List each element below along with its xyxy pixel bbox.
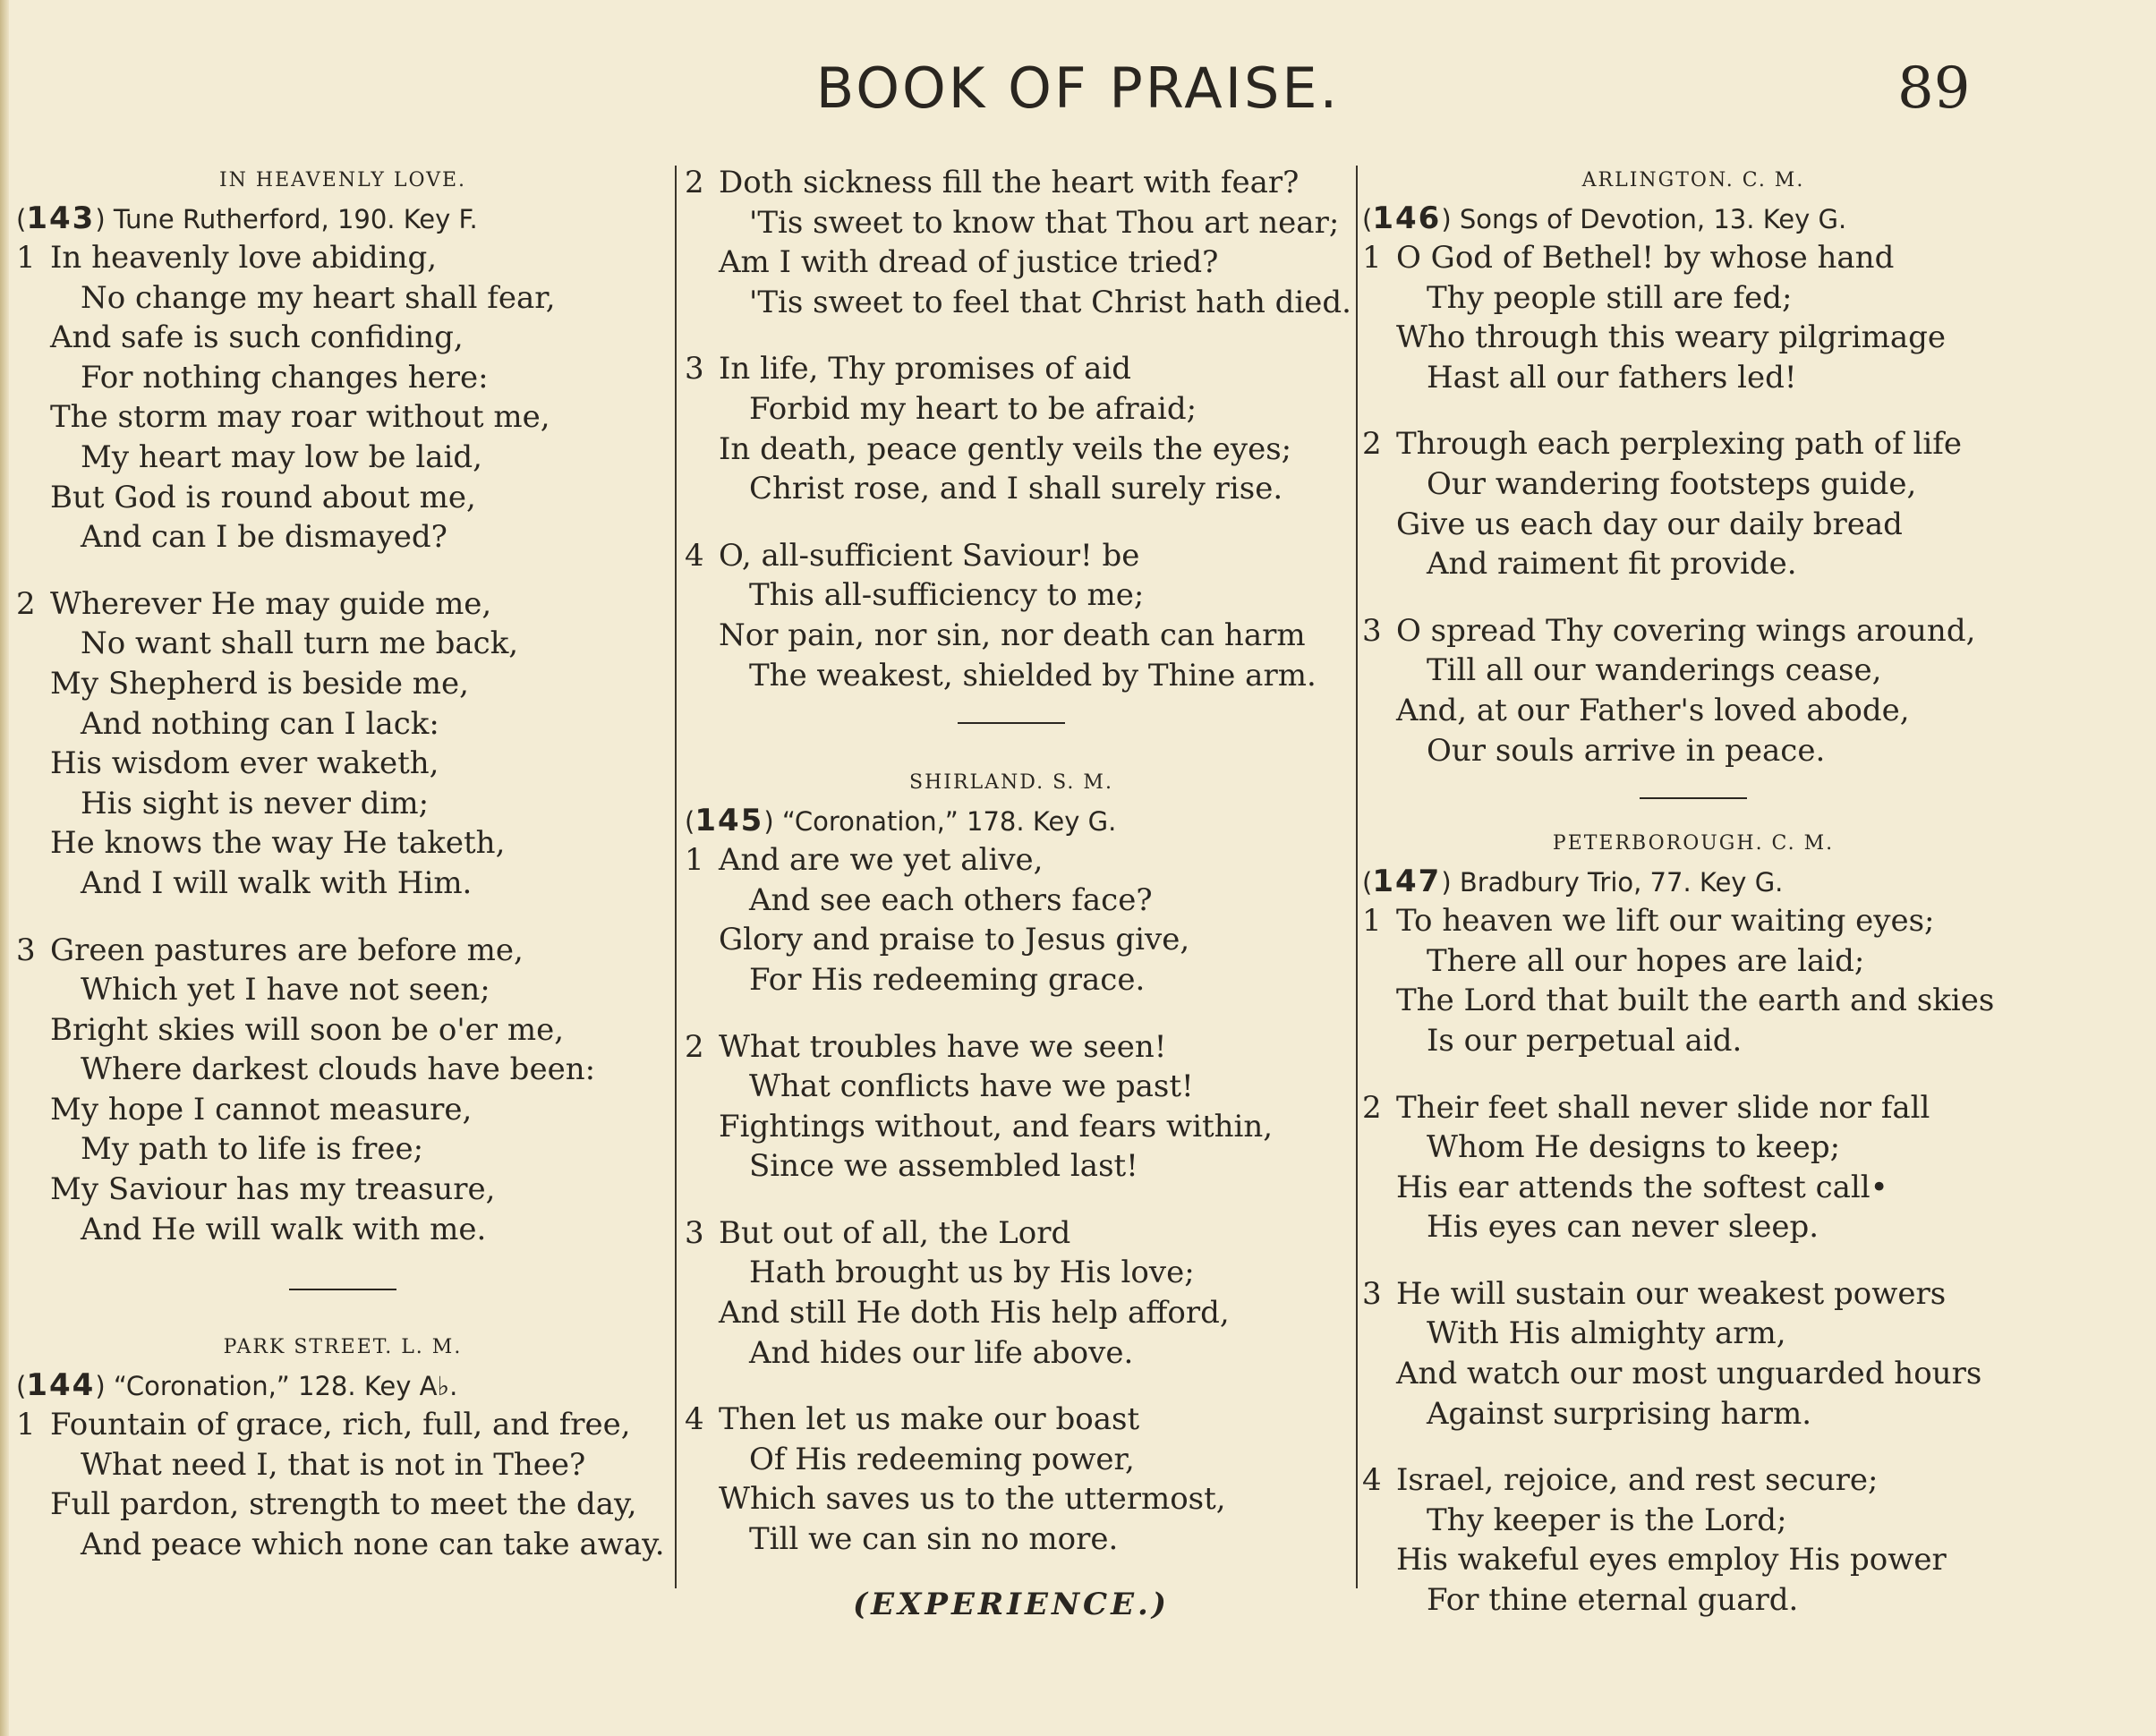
hymn-number: 146	[1372, 200, 1442, 236]
stanza-number: 2	[1362, 1089, 1382, 1126]
middle-column	[685, 163, 1351, 1622]
verse-line	[1362, 1394, 2024, 1434]
paren-close: )	[1441, 867, 1460, 898]
verse-text: My hope I cannot measure,	[50, 1091, 473, 1128]
verse-text: Doth sickness fill the heart with fear?	[719, 165, 1300, 200]
verse-line	[16, 517, 669, 557]
tune-title: PETERBOROUGH. C. M.	[1552, 832, 1835, 855]
verse-line	[685, 536, 1338, 576]
verse-line	[685, 920, 1338, 960]
verse-text: But God is round about me,	[50, 479, 476, 515]
verse-line	[1362, 981, 2024, 1021]
paren-close: )	[763, 806, 782, 838]
verse-line	[16, 823, 669, 864]
verse-line	[16, 664, 669, 704]
tune-title: SHIRLAND. S. M.	[909, 771, 1113, 795]
verse-text: But out of all, the Lord	[719, 1214, 1071, 1251]
verse-line	[1362, 278, 2024, 319]
verse-text: He will sustain our weakest powers	[1396, 1275, 1947, 1312]
verse-text: The Lord that built the earth and skies	[1396, 983, 1995, 1019]
verse-line	[685, 243, 1338, 283]
verse-line	[16, 1129, 669, 1170]
verse-line	[685, 1067, 1338, 1107]
verse-text: His sight is never dim;	[81, 785, 430, 821]
stanza	[1362, 1460, 2024, 1620]
verse-line	[16, 278, 669, 319]
verse-text: Hath brought us by His love;	[749, 1255, 1195, 1291]
hymn-divider	[289, 1289, 396, 1290]
stanza-number: 3	[1362, 612, 1382, 649]
verse-line	[1362, 1274, 2024, 1315]
hymn-number: 145	[695, 803, 764, 839]
column-rule-left	[675, 166, 677, 1588]
verse-text: Give us each day our daily bread	[1396, 506, 1903, 542]
verse-line	[1362, 424, 2024, 464]
verse-line	[685, 1479, 1338, 1519]
verse-line	[1362, 611, 2024, 651]
stanza	[1362, 1274, 2024, 1434]
verse-line	[685, 203, 1338, 243]
verse-text: Whom He designs to keep;	[1427, 1129, 1841, 1166]
verse-line	[1362, 901, 2024, 941]
verse-line	[685, 616, 1338, 656]
verse-line	[685, 840, 1338, 881]
hymn-146	[1362, 163, 2024, 770]
verse-line	[16, 358, 669, 398]
verse-text: And raiment fit provide.	[1427, 546, 1797, 583]
stanza-number: 2	[685, 1028, 704, 1065]
hymn-143	[16, 163, 669, 1249]
stanza	[1362, 238, 2024, 397]
stanza-number: 3	[16, 932, 36, 968]
hymn-144	[16, 1330, 669, 1564]
tune-title: PARK STREET. L. M.	[223, 1336, 463, 1359]
verse-text: The storm may roar without me,	[50, 399, 550, 436]
verse-line	[16, 744, 669, 784]
hymn-147	[1362, 826, 2024, 1621]
stanza-number: 2	[685, 165, 704, 200]
verse-text: Is our perpetual aid.	[1427, 1022, 1743, 1059]
stanza-number: 2	[16, 585, 36, 622]
verse-line	[685, 163, 1338, 203]
stanza	[1362, 1088, 2024, 1247]
tune-title: ARLINGTON. C. M.	[1581, 169, 1805, 191]
left-column	[16, 163, 669, 1592]
stanza	[685, 1213, 1338, 1373]
verse-text: Our souls arrive in peace.	[1427, 732, 1826, 769]
verse-text: Which saves us to the uttermost,	[719, 1481, 1226, 1518]
verse-line	[685, 881, 1338, 921]
verse-text: Nor pain, nor sin, nor death can harm	[719, 617, 1306, 653]
stanza-number: 1	[1362, 240, 1382, 276]
hymn-info	[1362, 862, 2024, 901]
verse-text: And, at our Father's loved abode,	[1396, 692, 1910, 728]
verse-text: O, all-sufficient Saviour! be	[719, 537, 1140, 574]
tune-source: Bradbury Trio, 77. Key G.	[1459, 867, 1784, 898]
verse-text: 'Tis sweet to know that Thou art near;	[749, 204, 1340, 241]
verse-text: In death, peace gently veils the eyes;	[719, 430, 1292, 467]
stanza	[1362, 901, 2024, 1060]
hymn-divider	[958, 722, 1065, 724]
verse-text: Thy people still are fed;	[1427, 279, 1793, 316]
verse-text: His eyes can never sleep.	[1427, 1209, 1819, 1246]
verse-text: No change my heart shall fear,	[81, 279, 556, 316]
hymn-info	[16, 199, 669, 238]
verse-line	[685, 1519, 1338, 1560]
verse-text: Then let us make our boast	[719, 1401, 1140, 1438]
verse-text: In life, Thy promises of aid	[719, 351, 1131, 387]
verse-text: My Saviour has my treasure,	[50, 1171, 496, 1208]
verse-text: And safe is such confiding,	[50, 319, 464, 356]
verse-text: And hides our life above.	[749, 1334, 1134, 1371]
verse-text: For His redeeming grace.	[749, 961, 1146, 998]
tune-source: “Coronation,” 128. Key A♭.	[113, 1371, 458, 1402]
stanza	[16, 238, 669, 557]
hymn-number: 144	[26, 1367, 96, 1404]
verse-line	[16, 784, 669, 824]
verse-text: My path to life is free;	[81, 1131, 424, 1168]
verse-line	[1362, 1314, 2024, 1354]
stanza	[685, 840, 1338, 1000]
verse-line	[1362, 1580, 2024, 1621]
verse-line	[685, 430, 1338, 470]
verse-text: With His almighty arm,	[1427, 1315, 1786, 1352]
stanza-number: 3	[685, 1214, 704, 1251]
stanza-number: 4	[685, 537, 704, 574]
paren-open: (	[685, 806, 695, 838]
stanza	[16, 931, 669, 1250]
verse-text: Till we can sin no more.	[749, 1521, 1119, 1558]
stanza-number: 3	[685, 351, 704, 387]
verse-text: O God of Bethel! by whose hand	[1396, 240, 1895, 276]
verse-text: Christ rose, and I shall surely rise.	[749, 471, 1283, 507]
verse-line	[1362, 1540, 2024, 1580]
verse-text: His wakeful eyes employ His power	[1396, 1542, 1947, 1579]
verse-text: Bright skies will soon be o'er me,	[50, 1011, 565, 1048]
verse-text: What conflicts have we past!	[749, 1068, 1194, 1105]
hymn-info	[1362, 199, 2024, 238]
verse-text: In heavenly love abiding,	[50, 240, 438, 276]
stanza	[685, 349, 1338, 508]
verse-text: Our wandering footsteps guide,	[1427, 465, 1917, 502]
verse-line	[685, 1440, 1338, 1480]
verse-text: Their feet shall never slide nor fall	[1396, 1089, 1930, 1126]
paren-close: )	[95, 1371, 114, 1402]
verse-line	[1362, 238, 2024, 278]
verse-text: And He will walk with me.	[81, 1211, 487, 1247]
book-title: BOOK OF PRAISE.	[815, 55, 1341, 121]
verse-text: Green pastures are before me,	[50, 932, 524, 968]
verse-text: And see each others face?	[749, 881, 1153, 918]
tune-source: Tune Rutherford, 190. Key F.	[113, 204, 478, 234]
verse-line	[1362, 1021, 2024, 1061]
stanza-number: 1	[16, 240, 36, 276]
verse-text: This all-sufficiency to me;	[749, 577, 1145, 614]
verse-line	[685, 1333, 1338, 1374]
hymn-info	[16, 1366, 669, 1405]
verse-text: And nothing can I lack:	[81, 705, 439, 742]
verse-line	[1362, 1354, 2024, 1394]
verse-line	[1362, 1207, 2024, 1247]
verse-text: Glory and praise to Jesus give,	[719, 922, 1190, 958]
hymn-number: 147	[1372, 864, 1442, 900]
tune-title: IN HEAVENLY LOVE.	[218, 169, 467, 191]
stanza-number: 1	[685, 842, 704, 879]
stanza	[685, 536, 1338, 695]
verse-line	[16, 1525, 669, 1565]
verse-text: And are we yet alive,	[719, 842, 1044, 879]
paren-close: )	[1441, 204, 1460, 234]
verse-text: There all our hopes are laid;	[1427, 942, 1865, 979]
verse-text: Till all our wanderings cease,	[1427, 652, 1882, 689]
verse-text: Thy keeper is the Lord;	[1427, 1502, 1787, 1538]
verse-text: What troubles have we seen!	[719, 1028, 1167, 1065]
verse-line	[685, 1213, 1338, 1254]
stanza	[1362, 611, 2024, 770]
verse-line	[16, 1050, 669, 1090]
verse-text: Of His redeeming power,	[749, 1441, 1135, 1477]
stanza-number: 3	[1362, 1275, 1382, 1312]
verse-text: Hast all our fathers led!	[1427, 359, 1797, 396]
verse-text: Fountain of grace, rich, full, and free,	[50, 1407, 631, 1443]
verse-line	[685, 960, 1338, 1000]
verse-line	[16, 1010, 669, 1051]
stanza	[16, 1405, 669, 1564]
verse-line	[1362, 318, 2024, 358]
page-number: 89	[1897, 55, 1971, 122]
verse-line	[685, 1146, 1338, 1187]
hymn-info	[685, 801, 1338, 840]
verse-line	[685, 1253, 1338, 1293]
verse-text: O spread Thy covering wings around,	[1396, 612, 1976, 649]
stanza-number: 4	[1362, 1462, 1382, 1499]
verse-line	[16, 970, 669, 1010]
verse-line	[1362, 1168, 2024, 1208]
verse-line	[16, 1485, 669, 1525]
verse-line	[1362, 544, 2024, 584]
verse-line	[16, 624, 669, 664]
verse-text: 'Tis sweet to feel that Christ hath died.	[749, 284, 1351, 320]
verse-text: Forbid my heart to be afraid;	[749, 390, 1197, 427]
hymn-144-continued	[685, 163, 1351, 695]
verse-line	[685, 349, 1338, 389]
stanza	[685, 1400, 1338, 1559]
verse-line	[16, 238, 669, 278]
stanza-number: 1	[16, 1407, 36, 1443]
verse-text: And still He doth His help afford,	[719, 1295, 1230, 1332]
verse-text: No want shall turn me back,	[81, 625, 519, 662]
verse-text: Am I with dread of justice tried?	[719, 244, 1219, 281]
verse-text: Fightings without, and fears within,	[719, 1108, 1274, 1145]
verse-line	[16, 438, 669, 478]
hymn-divider	[1640, 797, 1747, 799]
verse-line	[16, 478, 669, 518]
verse-text: Since we assembled last!	[749, 1148, 1138, 1185]
verse-text: My heart may low be laid,	[81, 438, 482, 475]
paren-open: (	[16, 204, 27, 234]
verse-text: For thine eternal guard.	[1427, 1582, 1799, 1619]
verse-line	[16, 318, 669, 358]
verse-line	[685, 1400, 1338, 1440]
verse-text: Through each perplexing path of life	[1396, 426, 1962, 463]
verse-line	[685, 1027, 1338, 1068]
stanza-number: 4	[685, 1401, 704, 1438]
verse-line	[16, 1170, 669, 1210]
verse-line	[685, 575, 1338, 616]
paren-close: )	[95, 204, 114, 234]
column-rule-right	[1356, 166, 1358, 1588]
stanza-number: 2	[1362, 426, 1382, 463]
verse-line	[16, 864, 669, 904]
stanza	[16, 584, 669, 904]
verse-line	[685, 656, 1338, 696]
verse-line	[1362, 464, 2024, 505]
verse-text: What need I, that is not in Thee?	[81, 1446, 586, 1483]
verse-text: Where darkest clouds have been:	[81, 1051, 596, 1088]
stanza	[685, 1027, 1338, 1187]
verse-line	[685, 469, 1338, 509]
verse-line	[1362, 358, 2024, 398]
verse-text: Wherever He may guide me,	[50, 585, 492, 622]
verse-line	[1362, 941, 2024, 982]
verse-line	[1362, 1460, 2024, 1501]
verse-text: His ear attends the softest call•	[1396, 1169, 1888, 1205]
verse-text: Who through this weary pilgrimage	[1396, 319, 1947, 356]
verse-text: And can I be dismayed?	[81, 519, 447, 556]
verse-line	[1362, 691, 2024, 731]
verse-line	[1362, 731, 2024, 771]
verse-text: And watch our most unguarded hours	[1396, 1356, 1982, 1392]
verse-line	[1362, 651, 2024, 691]
stanza	[1362, 424, 2024, 583]
paren-open: (	[1362, 204, 1373, 234]
verse-text: And I will walk with Him.	[81, 864, 473, 901]
verse-line	[1362, 1501, 2024, 1541]
verse-text: Against surprising harm.	[1427, 1395, 1812, 1432]
verse-text: For nothing changes here:	[81, 359, 489, 396]
hymn-number: 143	[26, 200, 96, 236]
verse-line	[16, 704, 669, 745]
verse-text: My Shepherd is beside me,	[50, 665, 469, 702]
verse-text: To heaven we lift our waiting eyes;	[1396, 903, 1935, 940]
stanza-number: 1	[1362, 903, 1382, 940]
right-column	[1362, 163, 2024, 1647]
verse-line	[16, 1445, 669, 1485]
verse-text: Which yet I have not seen;	[81, 972, 490, 1008]
verse-line	[685, 283, 1351, 323]
verse-line	[16, 1210, 669, 1250]
verse-text: His wisdom ever waketh,	[50, 745, 439, 782]
verse-line	[1362, 1128, 2024, 1168]
verse-line	[685, 389, 1338, 430]
verse-line	[685, 1293, 1338, 1333]
paren-open: (	[16, 1371, 27, 1402]
verse-line	[16, 931, 669, 971]
verse-text: Israel, rejoice, and rest secure;	[1396, 1462, 1879, 1499]
verse-text: Full pardon, strength to meet the day,	[50, 1486, 637, 1523]
verse-line	[16, 1090, 669, 1130]
paren-open: (	[1362, 867, 1373, 898]
verse-line	[1362, 1088, 2024, 1128]
tune-source: Songs of Devotion, 13. Key G.	[1459, 204, 1847, 234]
verse-text: The weakest, shielded by Thine arm.	[749, 657, 1317, 694]
stanza	[685, 163, 1351, 322]
verse-line	[16, 397, 669, 438]
verse-line	[685, 1107, 1338, 1147]
hymn-145	[685, 765, 1338, 1560]
tune-source: “Coronation,” 178. Key G.	[781, 806, 1117, 838]
page-binding-edge	[0, 0, 9, 1736]
verse-line	[16, 584, 669, 625]
verse-line	[16, 1405, 669, 1445]
verse-line	[1362, 505, 2024, 545]
verse-text: He knows the way He taketh,	[50, 825, 506, 862]
section-category: (EXPERIENCE.)	[853, 1586, 1170, 1622]
verse-text: And peace which none can take away.	[81, 1527, 665, 1563]
